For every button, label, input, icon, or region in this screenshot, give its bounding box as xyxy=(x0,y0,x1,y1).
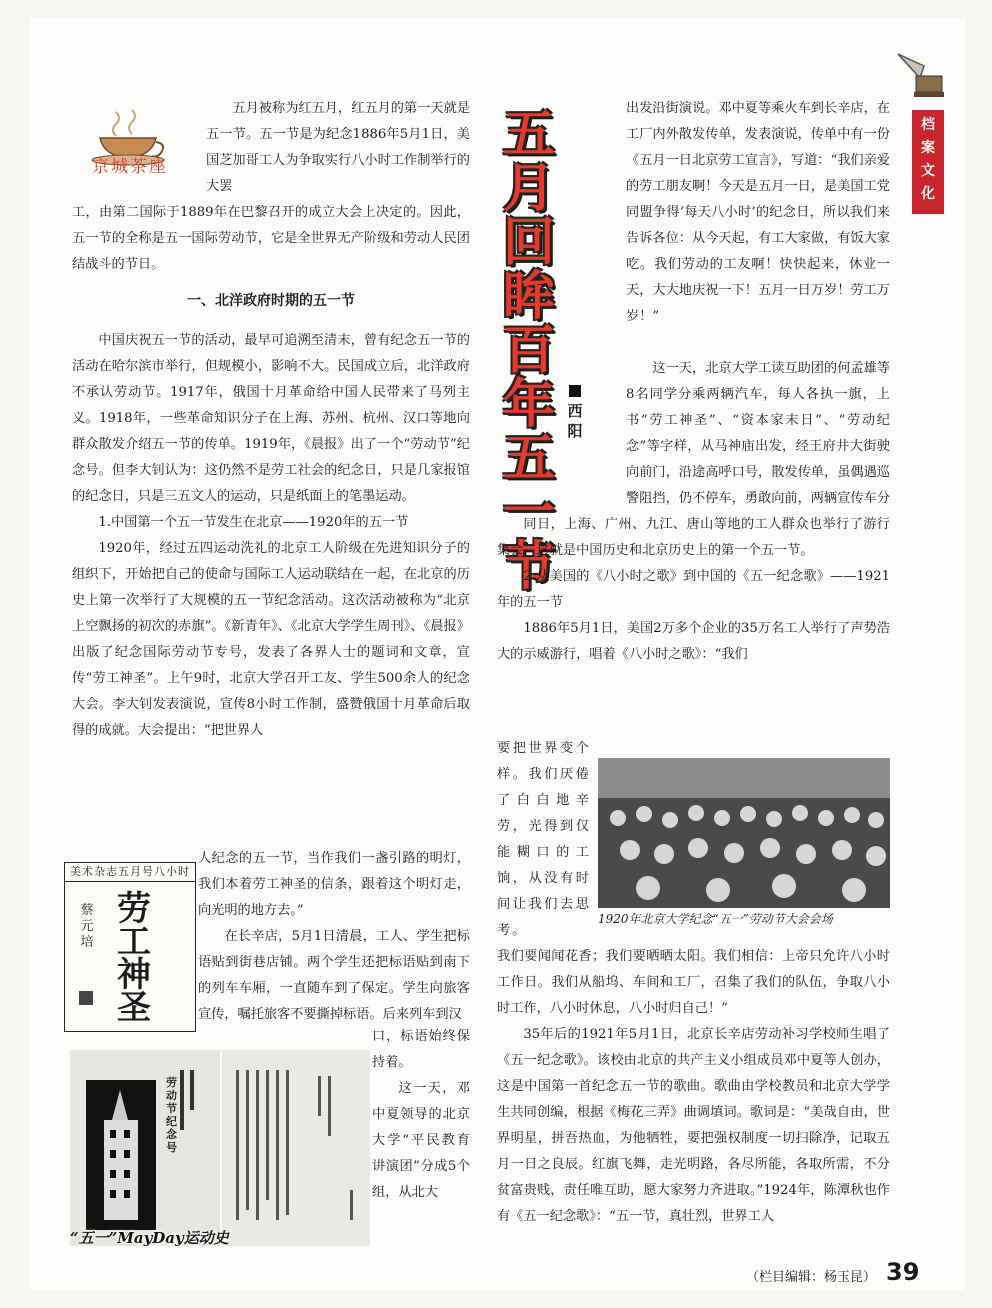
page-number: 39 xyxy=(886,1258,920,1286)
column-editor: （栏目编辑：杨玉昆） xyxy=(746,1270,877,1285)
historical-document-image xyxy=(222,1050,370,1246)
heading-beiyang: 一、北洋政府时期的五一节 xyxy=(187,293,355,309)
para-car-b: 同日，上海、广州、九江、唐山等地的工人群众也举行了游行集会，这就是中国历史和北京历史上的第一个五一节。 2.从美国的《八小时之歌》到中国的《五一纪念歌》——1921年的五一节 1886年5月1日，美国2万多个企业的35万名工人举行了声势浩大的示威游行，唱着《八小时之歌》：“我们 xyxy=(497,512,890,668)
subheading-1921: 2.从美国的《八小时之歌》到中国的《五一纪念歌》——1921年的五一节 xyxy=(497,569,890,610)
song-narrow: 要把世界变个样。我们厌倦了白白地辛劳，光得到仅能糊口的工饷，从没有时间让我们去思考。 xyxy=(497,741,591,938)
section-label: 京城茶座 xyxy=(92,157,168,177)
photo-caption: 1920年北京大学纪念“五一”劳动节大会会场 xyxy=(598,912,833,926)
article-title: 五 月 回 眸 百 年 五 一 节 xyxy=(502,105,555,597)
author-byline: 西 阳 xyxy=(565,385,585,441)
song-rest: 我们要闻闻花香；我们要晒晒太阳。我们相信：上帝只允许八小时工作日。我们从船坞、车间和工厂，召集了我们的队伍，争取八小时工作，八小时休息，八小时归自己！” 35年后的1921年5月1日，北京长辛店劳动补习学校师生唱了《五一纪念歌》。该校由北京的共产主义小组成员邓中夏等人创办，这是中国第一首纪念五一节的歌曲。歌曲由学校教员和北京大学学生共同创编，根据《梅花三弄》曲调填词。歌词是：“美哉自由，世界明星，拼吾热血，为他牺牲，要把强权制度一切扫除净，记取五月一日之良辰。红旗飞舞，走光明路，各尽所能，各取所需，不分贫富贵贱，责任唯互助，愿大家努力齐进取。”1924年，陈潭秋也作有《五一纪念歌》：“五一节，真壮烈，世界工人 xyxy=(497,949,890,1224)
para-car-a: 这一天，北京大学工读互助团的何孟雄等8名同学分乘两辆汽车，每人各执一旗，上书“劳工神圣”、“资本家末日”、“劳动纪念”等字样，从马神庙出发，经王府井大街驶向前门，沿途高呼口号，散发传单，虽偶遇巡警阻挡，仍不停车，勇敢向前，两辆宣传车分 xyxy=(626,361,890,506)
intro-rest: 工，由第二国际于1889年在巴黎召开的成立大会上决定的。因此，五一节的全称是五一国际劳动节，它是全世界无产阶级和劳动人民团结战斗的节日。 xyxy=(72,205,470,272)
col2-top: 出发沿街演说。邓中夏等乘火车到长辛店，在工厂内外散发传单，发表演说，传单中有一份《五月一日北京劳工宣言》，写道：“我们亲爱的劳工朋友啊！今天是五月一日，是美国工党同盟争得‘每天八小时’的纪念日，所以我们来告诉各位：从今天起，有工大家做，有饭大家吃。我们劳动的工友啊！快快起来，休业一天，大大地庆祝一下！五月一日万岁！劳工万岁！” xyxy=(626,101,890,324)
para-same-day: 同日，上海、广州、九江、唐山等地的工人群众也举行了游行集会，这就是中国历史和北京历史上的第一个五一节。 xyxy=(497,517,890,558)
intro-top: 五月被称为红五月，红五月的第一天就是五一节。五一节是为纪念1886年5月1日，美国芝加哥工人为争取实行八小时工作制举行的大罢 xyxy=(206,101,470,194)
side-category-tab: 档 案 文 化 xyxy=(912,110,944,214)
para-beiyang: 中国庆祝五一节的活动，最早可追溯至清末，曾有纪念五一节的活动在哈尔滨市举行，但规模小，影响不大。民国成立后，北洋政府不承认劳动节。1917年，俄国十月革命给中国人民带来了马列主义。1918年，一些革命知识分子在上海、苏州、杭州、汉口等地向群众散发介绍五一节的传单。1919年，《晨报》出了一个“劳动节”纪念号。但李大钊认为：这仍然不是劳工社会的纪念日，只是几家报馆的纪念日，只是三五文人的运动，只是纸面上的笔墨运动。 1.中国第一个五一节发生在北京——1920年的五一节 1920年，经过五四运动洗礼的北京工人阶级在先进知识分子的组织下，开始把自己的使命与国际工人运动联结在一起，在北京的历史上第一次举行了大规模的五一节纪念活动。这次活动被称为“北京上空飘扬的初次的赤旗”。《新青年》、《北京大学学生周刊》、《晨报》出版了纪念国际劳动节专号，发表了各界人士的题词和文章，宣传“劳工神圣”。上午9时，北京大学召开工友、学生500余人的纪念大会。李大钊发表演说，宣传8小时工作制，盛赞俄国十月革命后取得的成就。大会提出：“把世界人 xyxy=(72,333,470,738)
calligraphy-laogong-shensheng: 美术杂志五月号八小时 蔡 元 培 劳 工 神 圣 xyxy=(64,862,196,1032)
photo-1920-mayday-meeting xyxy=(598,758,890,908)
document-caption: “五一”MayDay运动史 xyxy=(70,1229,229,1247)
seal-stamp xyxy=(79,991,93,1005)
para-1920-cont: 人纪念的五一节，当作我们一盏引路的明灯，我们本着劳工神圣的信条，跟着这个明灯走，向光明的地方去。” 在长辛店，5月1日清晨，工人、学生把标语贴到街巷店铺。两个学生还把标语贴到南下的列车车厢，一直随车到了保定。学生向旅客宣传，嘱托旅客不要撕掉标语。后来列车到汉 xyxy=(198,851,470,1022)
phonograph-icon xyxy=(890,44,950,104)
para-changxindian-cont: 口，标语始终保持着。 这一天，邓中夏领导的北京大学“平民教育讲演团”分成5个组，从北大 xyxy=(372,1029,470,1200)
mayday-book-cover-image: 劳动节纪念号 xyxy=(70,1050,220,1246)
byline-square-icon xyxy=(569,385,581,397)
subheading-1920: 1.中国第一个五一节发生在北京——1920年的五一节 xyxy=(98,515,409,530)
